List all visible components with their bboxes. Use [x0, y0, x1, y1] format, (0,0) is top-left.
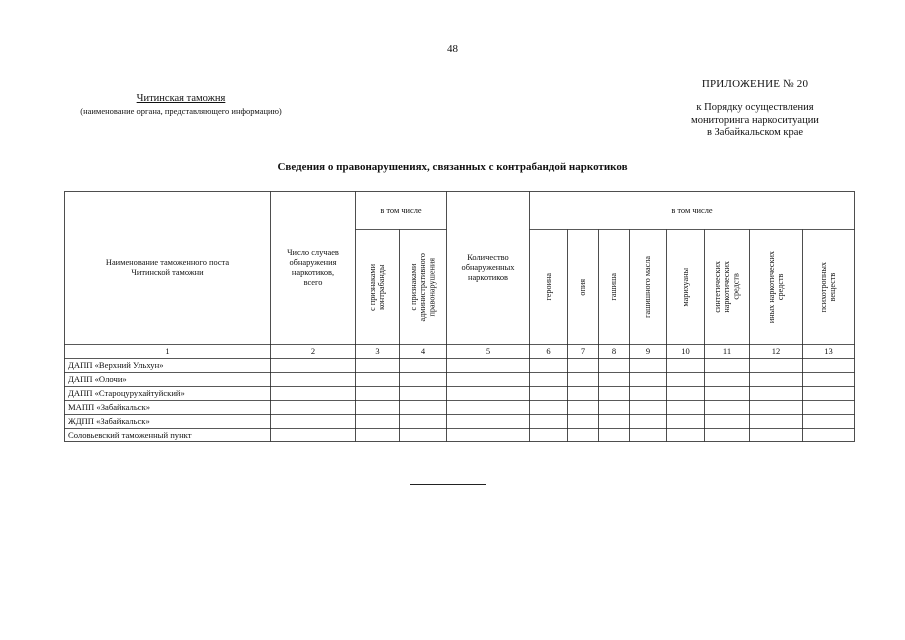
- header-opium: опия: [578, 278, 588, 296]
- header-admin-signs: с признаками административного правонарушения: [409, 252, 437, 322]
- organization-name: Читинская таможня: [136, 93, 226, 104]
- column-number: 9: [645, 346, 651, 356]
- table-row-label: ДАПП «Олочи»: [68, 374, 127, 384]
- header-in-total-right: в том числе: [671, 205, 713, 215]
- document-title: Сведения о правонарушениях, связанных с контрабандой наркотиков: [277, 161, 628, 173]
- column-number: 7: [580, 346, 586, 356]
- table-row-label: Соловьевский таможенный пункт: [68, 430, 192, 440]
- column-number: 5: [485, 346, 491, 356]
- header-smuggling-signs: с признаками контрабанды: [368, 263, 387, 311]
- header-heroin: героина: [543, 273, 553, 301]
- column-number: 4: [420, 346, 426, 356]
- table-row-label: ЖДПП «Забайкальск»: [68, 416, 150, 426]
- column-number: 3: [375, 346, 380, 356]
- column-number: 2: [310, 346, 316, 356]
- header-hashish-oil: гашишного масла: [643, 256, 653, 318]
- header-synthetic-drugs: синтетических наркотических средств: [713, 261, 741, 313]
- header-quantity: Количество обнаруженных наркотиков: [461, 253, 515, 282]
- column-number: 10: [681, 346, 690, 356]
- table-row-label: ДАПП «Верхний Ульхун»: [68, 360, 164, 370]
- header-in-total-left: в том числе: [380, 205, 422, 215]
- column-number: 12: [771, 346, 781, 356]
- appendix-title: ПРИЛОЖЕНИЕ № 20: [701, 78, 809, 90]
- header-cases-total: Число случаев обнаружения наркотиков, всего: [287, 248, 339, 287]
- column-number: 13: [824, 346, 833, 356]
- page-number: 48: [447, 43, 458, 55]
- footer-divider: [410, 484, 486, 485]
- header-post-name: Наименование таможенного поста Читинской таможни: [105, 258, 230, 277]
- column-number: 6: [546, 346, 551, 356]
- appendix-line-2: мониторинга наркоситуации: [691, 114, 819, 126]
- header-psychotropic: психотропных веществ: [819, 261, 838, 313]
- table-row-label: ДАПП «Староцурухайтуйский»: [68, 388, 185, 398]
- column-number: 11: [722, 346, 732, 356]
- header-other-drugs: иных наркотических средств: [766, 250, 785, 324]
- organization-caption: (наименование органа, представляющего информацию): [80, 106, 282, 116]
- header-marijuana: марихуаны: [680, 267, 690, 307]
- appendix-line-1: к Порядку осуществления: [696, 102, 814, 113]
- table-row-label: МАПП «Забайкальск»: [68, 402, 151, 412]
- column-number: 8: [611, 346, 617, 356]
- column-number: 1: [165, 346, 170, 356]
- appendix-line-3: в Забайкальском крае: [706, 127, 804, 138]
- header-hashish: гашиша: [609, 273, 619, 301]
